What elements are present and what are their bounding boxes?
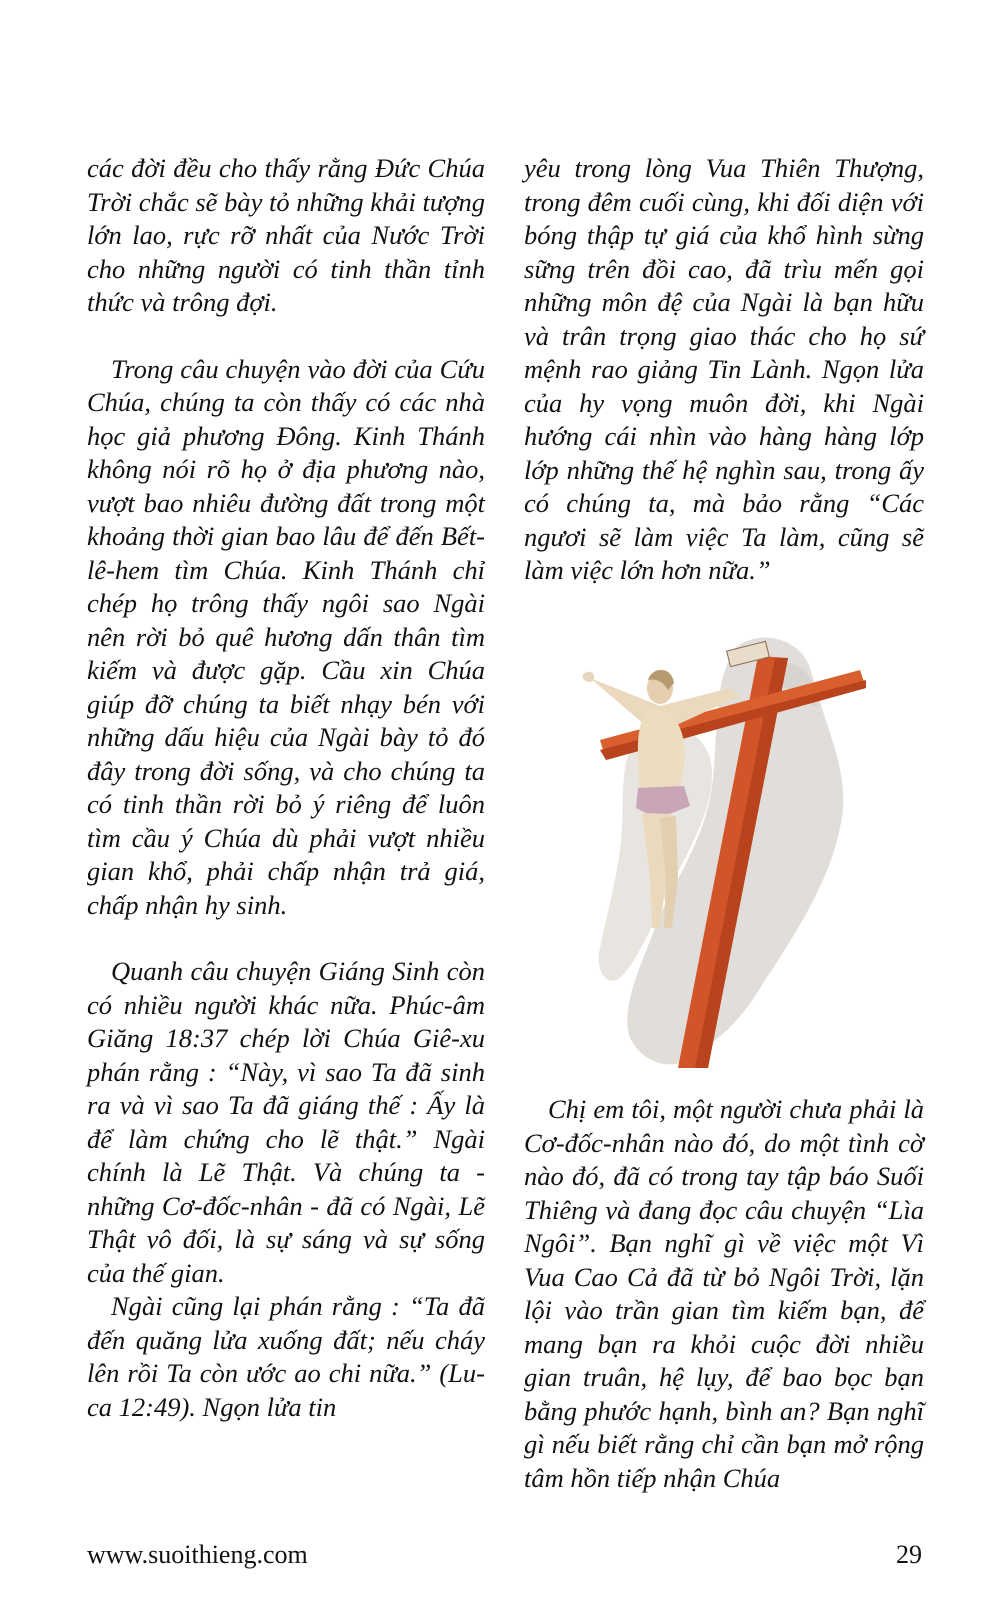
- left-paragraph-3: Quanh câu chuyện Giáng Sinh còn có nhiều người khác nữa. Phúc-âm Giăng 18:37 chép lời Chúa Giê-xu phán rằng : “Này, vì sao Ta đã sinh ra và vì sao Ta đã giáng thế : Ấy là để làm chứng cho lẽ thật.” Ngài chính là Lẽ Thật. Và chúng ta - những Cơ-đốc-nhân - đã có Ngài, Lẽ Thật vô đối, là sự sáng và sự sống của thế gian.: [87, 956, 485, 1288]
- left-paragraph-4: Ngài cũng lại phán rằng : “Ta đã đến quăng lửa xuống đất; nếu cháy lên rồi Ta còn ước ao chi nữa.” (Lu-ca 12:49). Ngọn lửa tin: [87, 1291, 485, 1422]
- right-paragraph-2: Chị em tôi, một người chưa phải là Cơ-đốc-nhân nào đó, do một tình cờ nào đó, đã có trong tay tập báo Suối Thiêng và đang đọc câu chuyện “Lìa Ngôi”. Bạn nghĩ gì về việc một Vì Vua Cao Cả đã từ bỏ Ngôi Trời, lặn lội vào trần gian tìm kiếm bạn, để mang bạn ra khỏi cuộc đời nhiều gian truân, hệ lụy, để bao bọc bạn bằng phước hạnh, bình an? Bạn nghĩ gì nếu biết rằng chỉ cần bạn mở rộng tâm hồn tiếp nhận Chúa: [524, 1094, 924, 1493]
- crucifix-illustration: [560, 628, 930, 1078]
- left-paragraph-2: Trong câu chuyện vào đời của Cứu Chúa, chúng ta còn thấy có các nhà học giả phương Đông. Kinh Thánh không nói rõ họ ở địa phương nào, vượt bao nhiêu đường đất trong một khoảng thời gian bao lâu để đến Bết-lê-hem tìm Chúa. Kinh Thánh chỉ chép họ trông thấy ngôi sao Ngài nên rời bỏ quê hương dấn thân tìm kiếm và được gặp. Cầu xin Chúa giúp đỡ chúng ta biết nhạy bén với những dấu hiệu của Ngài bày tỏ đó đây trong đời sống, và cho chúng ta có tinh thần rời bỏ ý riêng để luôn tìm cầu ý Chúa dù phải vượt nhiều gian khổ, phải chấp nhận trả giá, chấp nhận hy sinh.: [87, 353, 485, 920]
- left-column: [87, 152, 485, 1424]
- footer-website: www.suoithieng.com: [87, 1540, 308, 1569]
- right-column-top: [524, 152, 924, 588]
- right-column-bottom: [524, 1093, 924, 1495]
- page-number: 29: [896, 1540, 922, 1569]
- right-paragraph-1: yêu trong lòng Vua Thiên Thượng, trong đêm cuối cùng, khi đối diện với bóng thập tự giá của khổ hình sừng sững trên đồi cao, đã trìu mến gọi những môn đệ của Ngài là bạn hữu và trân trọng giao thác cho họ sứ mệnh rao giảng Tin Lành. Ngọn lửa của hy vọng muôn đời, khi Ngài hướng cái nhìn vào hàng hàng lớp lớp những thế hệ nghìn sau, trong ấy có chúng ta, mà bảo rằng “Các ngươi sẽ làm việc Ta làm, cũng sẽ làm việc lớn hơn nữa.”: [524, 153, 924, 585]
- left-paragraph-1: các đời đều cho thấy rằng Đức Chúa Trời chắc sẽ bày tỏ những khải tượng lớn lao, rực rỡ nhất của Nước Trời cho những người có tinh thần tỉnh thức và trông đợi.: [87, 153, 485, 317]
